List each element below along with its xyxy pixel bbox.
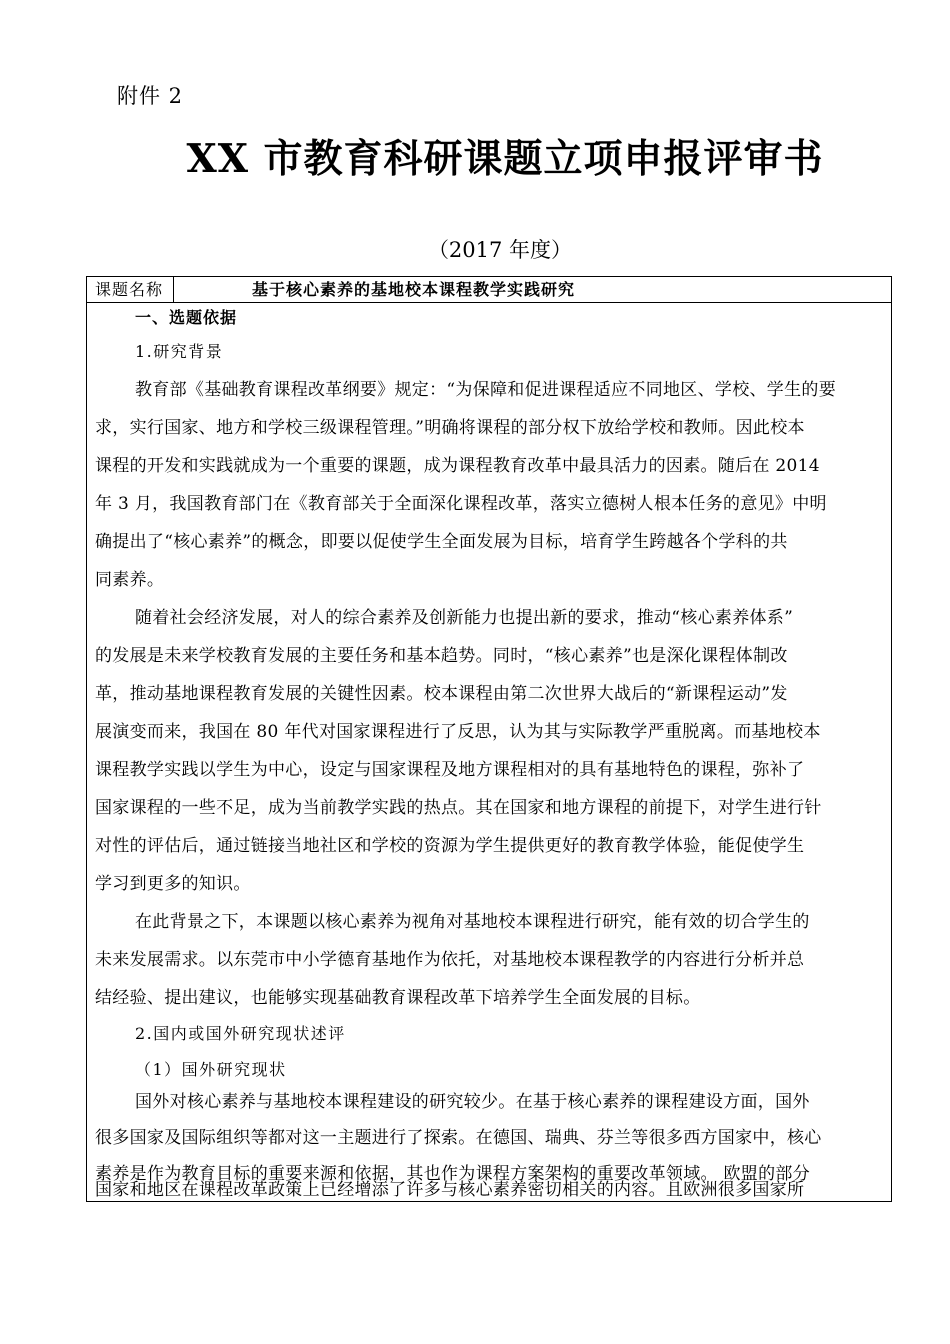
topic-name-value: 基于核心素养的基地校本课程教学实践研究	[252, 280, 576, 299]
paragraph-line: 同素养。	[95, 570, 165, 590]
selection-basis-section	[87, 303, 891, 1201]
paragraph-line: 对性的评估后，通过链接当地社区和学校的资源为学生提供更好的教育教学体验，能促使学生	[95, 836, 805, 856]
topic-name-label: 课题名称	[87, 277, 174, 302]
paragraph-line: 随着社会经济发展，对人的综合素养及创新能力也提出新的要求，推动“核心素养体系”	[135, 608, 794, 628]
paragraph-line: 在此背景之下，本课题以核心素养为视角对基地校本课程进行研究，能有效的切合学生的	[135, 912, 810, 932]
paragraph-line: 结经验、提出建议，也能够实现基础教育课程改革下培养学生全面发展的目标。	[95, 988, 701, 1008]
subheading-research-background: 1.研究背景	[135, 342, 224, 361]
paragraph-line: 国家和地区在课程改革政策上已经增添了许多与核心素养密切相关的内容。且欧洲很多国家所	[95, 1180, 805, 1200]
paragraph-line: 年 3 月，我国教育部门在《教育部关于全面深化课程改革，落实立德树人根本任务的意见》中明	[95, 494, 827, 514]
topic-row	[87, 277, 891, 303]
subheading-research-status: 2.国内或国外研究现状述评	[135, 1024, 346, 1043]
paragraph-line: 国家课程的一些不足，成为当前教学实践的热点。其在国家和地方课程的前提下，对学生进行针	[95, 798, 822, 818]
paragraph-line: 教育部《基础教育课程改革纲要》规定：“为保障和促进课程适应不同地区、学校、学生的要	[135, 380, 836, 400]
paragraph-line: 的发展是未来学校教育发展的主要任务和基本趋势。同时，“核心素养”也是深化课程体制改	[95, 646, 788, 666]
paragraph-line: 国外对核心素养与基地校本课程建设的研究较少。在基于核心素养的课程建设方面，国外	[135, 1092, 810, 1112]
paragraph-line: 很多国家及国际组织等都对这一主题进行了探索。在德国、瑞典、芬兰等很多西方国家中，核心	[95, 1128, 822, 1148]
year-label: （2017 年度）	[427, 238, 573, 262]
paragraph-line: 未来发展需求。以东莞市中小学德育基地作为依托，对基地校本课程教学的内容进行分析并总	[95, 950, 805, 970]
paragraph-line: 课程的开发和实践就成为一个重要的课题，成为课程教育改革中最具活力的因素。随后在 2014	[95, 456, 820, 476]
paragraph-line: 课程教学实践以学生为中心，设定与国家课程及地方课程相对的具有基地特色的课程，弥补了	[95, 760, 805, 780]
paragraph-line: 确提出了“核心素养”的概念，即要以促使学生全面发展为目标，培育学生跨越各个学科的共	[95, 532, 788, 552]
application-form-table	[86, 276, 892, 1202]
paragraph-line: 学习到更多的知识。	[95, 874, 251, 894]
attachment-label: 附件 2	[117, 84, 184, 108]
section-heading: 一、选题依据	[135, 308, 238, 327]
subheading-foreign-status: （1）国外研究现状	[135, 1060, 287, 1079]
paragraph-line: 求，实行国家、地方和学校三级课程管理。”明确将课程的部分权下放给学校和教师。因此校本	[95, 418, 805, 438]
paragraph-line: 革，推动基地课程教育发展的关键性因素。校本课程由第二次世界大战后的“新课程运动”发	[95, 684, 788, 704]
paragraph-line: 展演变而来，我国在 80 年代对国家课程进行了反思，认为其与实际教学严重脱离。而基地校本	[95, 722, 821, 742]
paragraph-line: 素养是作为教育目标的重要来源和依据，其也作为课程方案架构的重要改革领域。 欧盟的部分	[95, 1164, 811, 1184]
document-title: XX 市教育科研课题立项申报评审书	[186, 136, 824, 182]
